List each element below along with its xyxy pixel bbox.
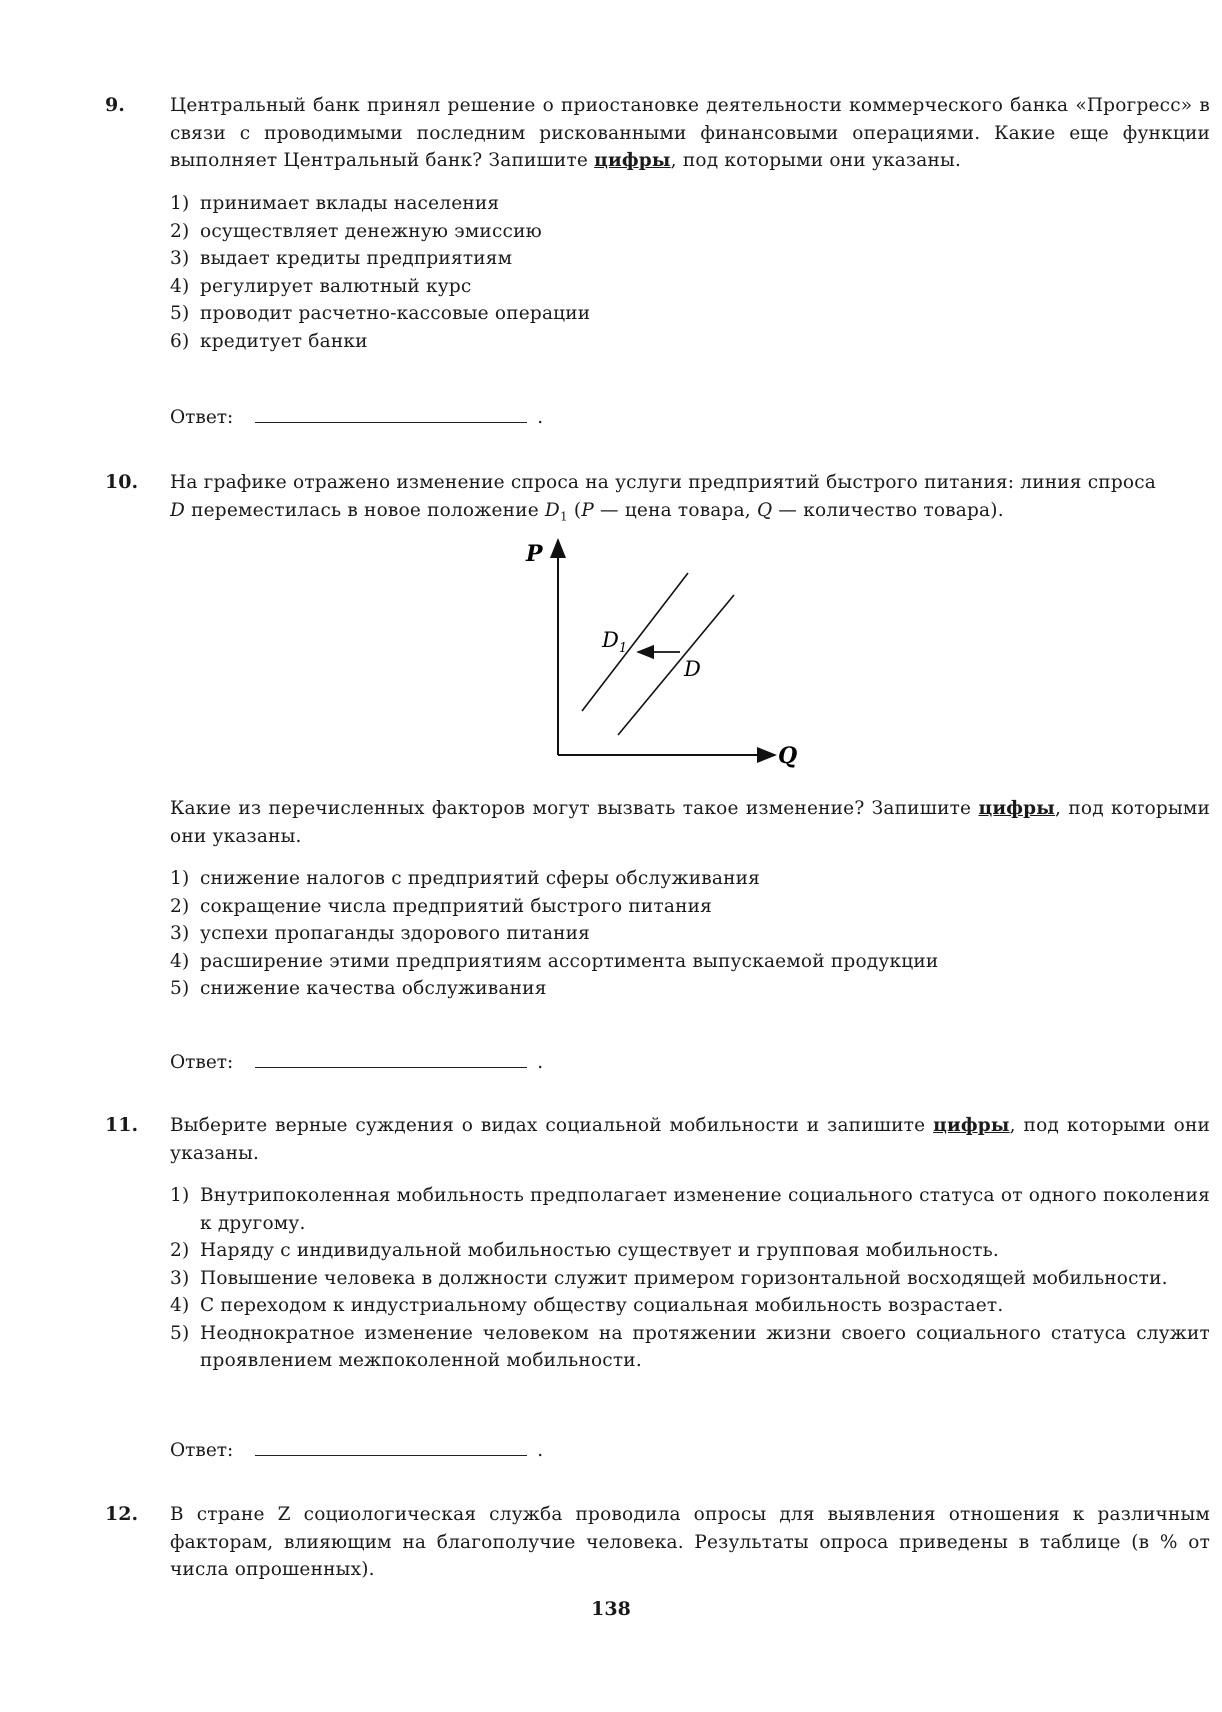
answer-field[interactable] — [255, 1049, 527, 1068]
option-item: 3) Повышение человека в должности служит примером горизонтальной восходящей мобильности. — [170, 1267, 1168, 1289]
options-list — [170, 865, 1210, 1003]
question-text: В стране Z социологическая служба проводила опросы для выявления отношения к различным факторам, влияющим на благополучие человека. Результаты опроса приведены в таблице (в % от числа опрошенных). — [170, 1504, 1210, 1580]
curve-label-d: D — [684, 657, 701, 681]
option-item: 4) расширение этими предприятиям ассортимента выпускаемой продукции — [170, 950, 939, 972]
answer-field[interactable] — [255, 404, 527, 423]
option-item: 2) сокращение числа предприятий быстрого питания — [170, 895, 713, 917]
option-item: 2) осуществляет денежную эмиссию — [170, 220, 542, 242]
page-number: 138 — [591, 1598, 631, 1620]
option-item: 2) Наряду с индивидуальной мобильностью существует и групповая мобильность. — [170, 1240, 999, 1261]
answer-field[interactable] — [255, 1437, 527, 1456]
option-item: 3) успехи пропаганды здорового питания — [170, 923, 591, 944]
option-item: 4) С переходом к индустриальному обществу социальная мобильность возрастает. — [170, 1295, 1004, 1316]
answer-label: Ответ: — [170, 407, 234, 428]
option-item: 5) Неоднократное изменение человеком на протяжении жизни своего социального статуса служит проявлением межпоколенной мобильности. — [170, 1322, 1210, 1371]
answer-label: Ответ: — [170, 1440, 234, 1461]
answer-row: Ответ: . — [170, 1437, 543, 1464]
curve-label-d1: $D_1$ — [602, 628, 628, 656]
question-text: Выберите верные суждения о видах социальной мобильности и запишите цифры, под которыми они указаны. — [170, 1115, 1211, 1164]
option-item: 1) снижение налогов с предприятий сферы обслуживания — [170, 868, 760, 889]
demand-curve-d1 — [582, 573, 688, 711]
axis-label-p: P — [526, 541, 543, 567]
question-number: 11. — [105, 1114, 139, 1136]
answer-row: Ответ: . — [170, 1049, 543, 1076]
option-item: 5) снижение качества обслуживания — [170, 978, 547, 999]
demand-shift-graph — [520, 535, 820, 775]
emphasis-digits: цифры — [978, 798, 1056, 819]
option-item: 4) регулирует валютный курс — [170, 275, 472, 297]
answer-label: Ответ: — [170, 1052, 234, 1073]
emphasis-digits: цифры — [933, 1115, 1010, 1136]
axis-label-q: Q — [778, 743, 798, 769]
question-intro: На графике отражено изменение спроса на услуги предприятий быстрого питания: линия спроса D переместилась в новое положение $D_1$ (P — цена товара, Q — количество товара). — [170, 472, 1157, 524]
option-item: 1) Внутрипоколенная мобильность предполагает изменение социального статуса от одного поколения к другому. — [170, 1185, 1210, 1234]
emphasis-digits: цифры — [594, 150, 671, 171]
options-list — [170, 190, 1210, 355]
option-item: 6) кредитует банки — [170, 330, 368, 352]
question-text: Центральный банк принял решение о приостановке деятельности коммерческого банка «Прогресс» в связи с проводимыми последним рискованными финансовыми операциями. Какие еще функции выполняет Центральный банк? Запишите цифры, под которыми они указаны. — [170, 95, 1210, 171]
question-number: 12. — [105, 1503, 139, 1525]
answer-row: Ответ: . — [170, 404, 543, 431]
question-number: 9. — [105, 94, 125, 116]
options-list — [170, 1182, 1210, 1375]
demand-curve-d — [618, 595, 734, 735]
option-item: 3) выдает кредиты предприятиям — [170, 248, 513, 269]
option-item: 1) принимает вклады населения — [170, 193, 500, 214]
question-text: Какие из перечисленных факторов могут вызвать такое изменение? Запишите цифры, под которыми они указаны. — [170, 798, 1210, 847]
question-number: 10. — [105, 471, 139, 493]
option-item: 5) проводит расчетно-кассовые операции — [170, 303, 591, 324]
